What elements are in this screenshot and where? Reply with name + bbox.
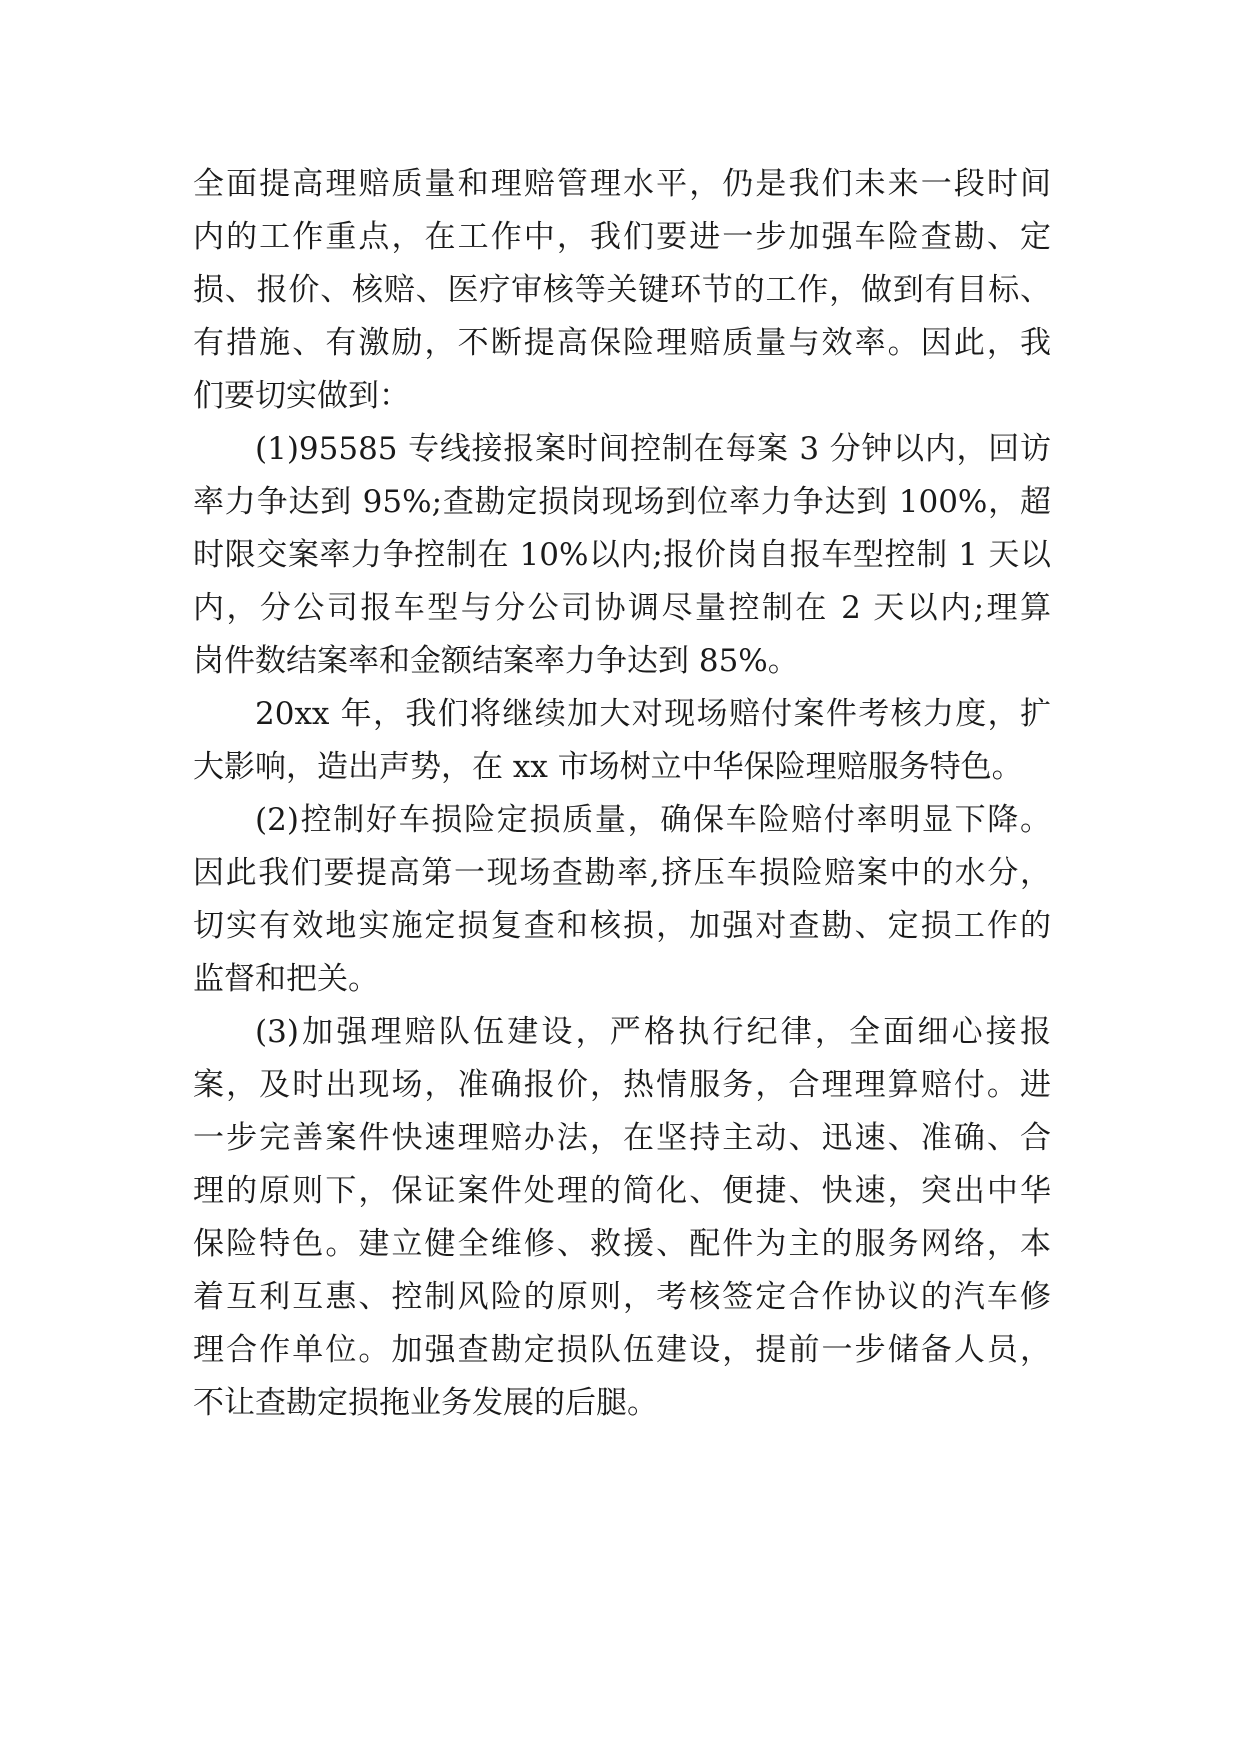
text-line: 内的工作重点，在工作中，我们要进一步加强车险查勘、定 bbox=[193, 219, 1051, 255]
paragraph bbox=[193, 1006, 1051, 1430]
document-body bbox=[193, 158, 1051, 1430]
text-line: 因此我们要提高第一现场查勘率,挤压车损险赔案中的水分， bbox=[193, 855, 1051, 891]
text-line: 理的原则下，保证案件处理的简化、便捷、快速，突出中华 bbox=[193, 1173, 1051, 1209]
text-line: 着互利互惠、控制风险的原则，考核签定合作协议的汽车修 bbox=[193, 1279, 1051, 1315]
paragraph bbox=[193, 794, 1051, 1006]
text-line: 监督和把关。 bbox=[193, 961, 379, 997]
text-line: 们要切实做到： bbox=[193, 378, 410, 414]
text-line: 理合作单位。加强查勘定损队伍建设，提前一步储备人员， bbox=[193, 1332, 1051, 1368]
text-line: 率力争达到 95%;查勘定损岗现场到位率力争达到 100%，超 bbox=[193, 484, 1051, 520]
text-line: (1)95585 专线接报案时间控制在每案 3 分钟以内，回访 bbox=[255, 431, 1051, 467]
paragraph bbox=[193, 688, 1051, 794]
text-line: 时限交案率力争控制在 10%以内;报价岗自报车型控制 1 天以 bbox=[193, 537, 1051, 573]
text-line: 有措施、有激励，不断提高保险理赔质量与效率。因此，我 bbox=[193, 325, 1051, 361]
text-line: 大影响，造出声势，在 xx 市场树立中华保险理赔服务特色。 bbox=[193, 749, 1023, 785]
text-line: 保险特色。建立健全维修、救援、配件为主的服务网络，本 bbox=[193, 1226, 1051, 1262]
text-line: (3)加强理赔队伍建设，严格执行纪律，全面细心接报 bbox=[255, 1014, 1051, 1050]
text-line: 全面提高理赔质量和理赔管理水平，仍是我们未来一段时间 bbox=[193, 166, 1051, 202]
text-line: (2)控制好车损险定损质量，确保车险赔付率明显下降。 bbox=[255, 802, 1051, 838]
paragraph bbox=[193, 158, 1051, 423]
text-line: 一步完善案件快速理赔办法，在坚持主动、迅速、准确、合 bbox=[193, 1120, 1051, 1156]
paragraph bbox=[193, 423, 1051, 688]
text-line: 岗件数结案率和金额结案率力争达到 85%。 bbox=[193, 643, 799, 679]
text-line: 20xx 年，我们将继续加大对现场赔付案件考核力度，扩 bbox=[255, 696, 1051, 732]
text-line: 内，分公司报车型与分公司协调尽量控制在 2 天以内;理算 bbox=[193, 590, 1051, 626]
text-line: 不让查勘定损拖业务发展的后腿。 bbox=[193, 1385, 658, 1421]
text-line: 损、报价、核赔、医疗审核等关键环节的工作，做到有目标、 bbox=[193, 272, 1051, 308]
text-line: 案，及时出现场，准确报价，热情服务，合理理算赔付。进 bbox=[193, 1067, 1051, 1103]
text-line: 切实有效地实施定损复查和核损，加强对查勘、定损工作的 bbox=[193, 908, 1051, 944]
